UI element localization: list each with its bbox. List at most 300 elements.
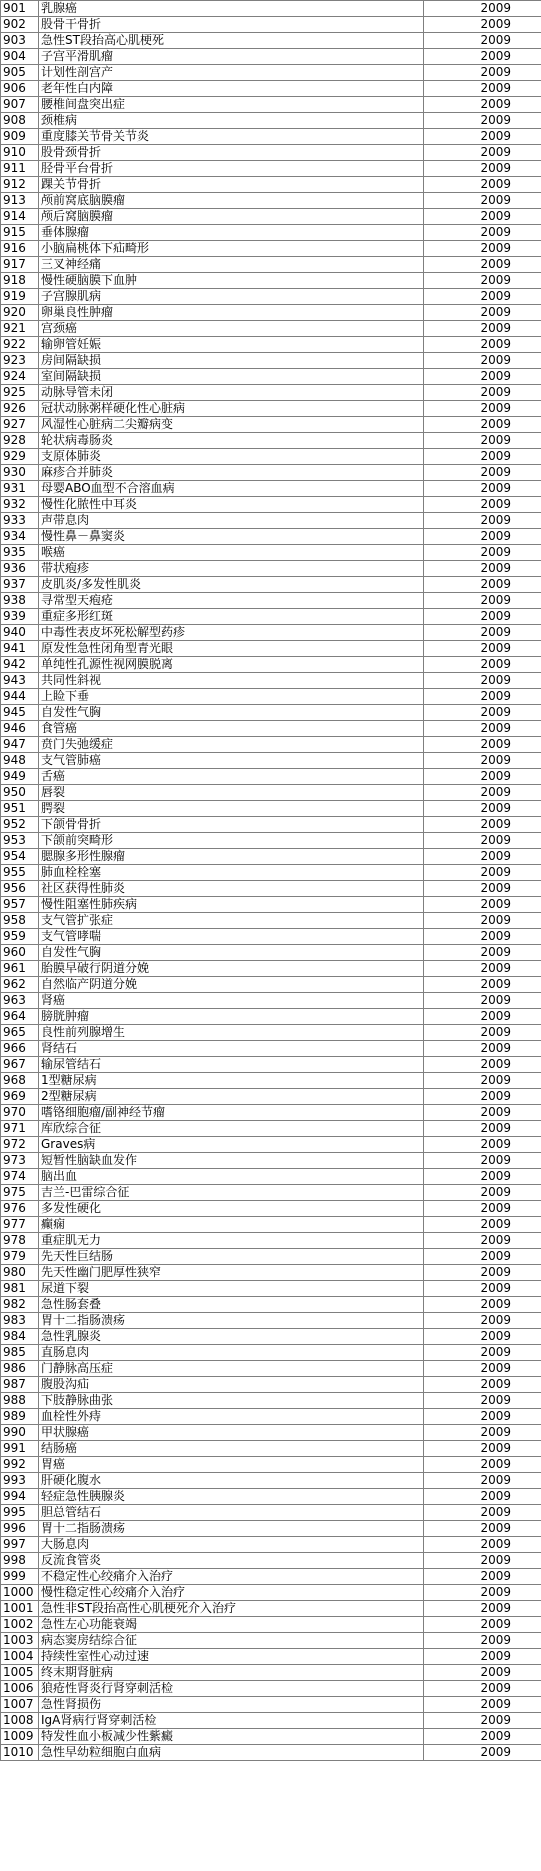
- disease-name-cell[interactable]: 胃十二指肠溃疡: [39, 1521, 424, 1537]
- year-cell[interactable]: 2009: [424, 1425, 541, 1441]
- disease-name-cell[interactable]: 血栓性外痔: [39, 1409, 424, 1425]
- disease-name-cell[interactable]: 先天性幽门肥厚性狭窄: [39, 1265, 424, 1281]
- disease-name-cell[interactable]: 社区获得性肺炎: [39, 881, 424, 897]
- row-number-cell[interactable]: 929: [1, 449, 39, 465]
- year-cell[interactable]: 2009: [424, 289, 541, 305]
- year-cell[interactable]: 2009: [424, 1089, 541, 1105]
- year-cell[interactable]: 2009: [424, 113, 541, 129]
- year-cell[interactable]: 2009: [424, 689, 541, 705]
- disease-name-cell[interactable]: 1型糖尿病: [39, 1073, 424, 1089]
- year-cell[interactable]: 2009: [424, 1041, 541, 1057]
- row-number-cell[interactable]: 1000: [1, 1585, 39, 1601]
- row-number-cell[interactable]: 992: [1, 1457, 39, 1473]
- row-number-cell[interactable]: 907: [1, 97, 39, 113]
- year-cell[interactable]: 2009: [424, 81, 541, 97]
- disease-name-cell[interactable]: 声带息肉: [39, 513, 424, 529]
- year-cell[interactable]: 2009: [424, 1105, 541, 1121]
- row-number-cell[interactable]: 956: [1, 881, 39, 897]
- year-cell[interactable]: 2009: [424, 177, 541, 193]
- disease-name-cell[interactable]: 库欣综合征: [39, 1121, 424, 1137]
- year-cell[interactable]: 2009: [424, 273, 541, 289]
- year-cell[interactable]: 2009: [424, 481, 541, 497]
- row-number-cell[interactable]: 1003: [1, 1633, 39, 1649]
- row-number-cell[interactable]: 1004: [1, 1649, 39, 1665]
- disease-name-cell[interactable]: 结肠癌: [39, 1441, 424, 1457]
- disease-name-cell[interactable]: 腹股沟疝: [39, 1377, 424, 1393]
- row-number-cell[interactable]: 932: [1, 497, 39, 513]
- row-number-cell[interactable]: 938: [1, 593, 39, 609]
- year-cell[interactable]: 2009: [424, 705, 541, 721]
- disease-name-cell[interactable]: 三叉神经痛: [39, 257, 424, 273]
- year-cell[interactable]: 2009: [424, 1601, 541, 1617]
- year-cell[interactable]: 2009: [424, 993, 541, 1009]
- disease-name-cell[interactable]: 股骨颈骨折: [39, 145, 424, 161]
- disease-name-cell[interactable]: 共同性斜视: [39, 673, 424, 689]
- year-cell[interactable]: 2009: [424, 1201, 541, 1217]
- disease-name-cell[interactable]: 急性肾损伤: [39, 1697, 424, 1713]
- row-number-cell[interactable]: 1005: [1, 1665, 39, 1681]
- row-number-cell[interactable]: 926: [1, 401, 39, 417]
- row-number-cell[interactable]: 953: [1, 833, 39, 849]
- row-number-cell[interactable]: 921: [1, 321, 39, 337]
- row-number-cell[interactable]: 937: [1, 577, 39, 593]
- disease-name-cell[interactable]: 癫痫: [39, 1217, 424, 1233]
- disease-name-cell[interactable]: 慢性稳定性心绞痛介入治疗: [39, 1585, 424, 1601]
- disease-name-cell[interactable]: 下颌骨骨折: [39, 817, 424, 833]
- year-cell[interactable]: 2009: [424, 609, 541, 625]
- row-number-cell[interactable]: 911: [1, 161, 39, 177]
- row-number-cell[interactable]: 995: [1, 1505, 39, 1521]
- year-cell[interactable]: 2009: [424, 785, 541, 801]
- year-cell[interactable]: 2009: [424, 1489, 541, 1505]
- year-cell[interactable]: 2009: [424, 49, 541, 65]
- row-number-cell[interactable]: 954: [1, 849, 39, 865]
- row-number-cell[interactable]: 941: [1, 641, 39, 657]
- row-number-cell[interactable]: 919: [1, 289, 39, 305]
- row-number-cell[interactable]: 945: [1, 705, 39, 721]
- disease-name-cell[interactable]: 胎膜早破行阴道分娩: [39, 961, 424, 977]
- disease-name-cell[interactable]: 冠状动脉粥样硬化性心脏病: [39, 401, 424, 417]
- row-number-cell[interactable]: 920: [1, 305, 39, 321]
- row-number-cell[interactable]: 948: [1, 753, 39, 769]
- year-cell[interactable]: 2009: [424, 1185, 541, 1201]
- year-cell[interactable]: 2009: [424, 737, 541, 753]
- row-number-cell[interactable]: 928: [1, 433, 39, 449]
- disease-name-cell[interactable]: 腭裂: [39, 801, 424, 817]
- disease-name-cell[interactable]: 慢性阻塞性肺疾病: [39, 897, 424, 913]
- disease-name-cell[interactable]: 重度膝关节骨关节炎: [39, 129, 424, 145]
- row-number-cell[interactable]: 970: [1, 1105, 39, 1121]
- disease-name-cell[interactable]: 肺血栓栓塞: [39, 865, 424, 881]
- year-cell[interactable]: 2009: [424, 1553, 541, 1569]
- row-number-cell[interactable]: 914: [1, 209, 39, 225]
- row-number-cell[interactable]: 923: [1, 353, 39, 369]
- year-cell[interactable]: 2009: [424, 1057, 541, 1073]
- disease-name-cell[interactable]: 胆总管结石: [39, 1505, 424, 1521]
- year-cell[interactable]: 2009: [424, 1409, 541, 1425]
- row-number-cell[interactable]: 910: [1, 145, 39, 161]
- year-cell[interactable]: 2009: [424, 721, 541, 737]
- row-number-cell[interactable]: 1008: [1, 1713, 39, 1729]
- row-number-cell[interactable]: 968: [1, 1073, 39, 1089]
- year-cell[interactable]: 2009: [424, 529, 541, 545]
- disease-name-cell[interactable]: 急性ST段抬高心肌梗死: [39, 33, 424, 49]
- row-number-cell[interactable]: 915: [1, 225, 39, 241]
- disease-name-cell[interactable]: 股骨干骨折: [39, 17, 424, 33]
- year-cell[interactable]: 2009: [424, 673, 541, 689]
- row-number-cell[interactable]: 960: [1, 945, 39, 961]
- disease-name-cell[interactable]: 轻症急性胰腺炎: [39, 1489, 424, 1505]
- disease-name-cell[interactable]: 持续性室性心动过速: [39, 1649, 424, 1665]
- year-cell[interactable]: 2009: [424, 897, 541, 913]
- disease-name-cell[interactable]: 下肢静脉曲张: [39, 1393, 424, 1409]
- year-cell[interactable]: 2009: [424, 385, 541, 401]
- year-cell[interactable]: 2009: [424, 241, 541, 257]
- disease-name-cell[interactable]: 多发性硬化: [39, 1201, 424, 1217]
- disease-name-cell[interactable]: 原发性急性闭角型青光眼: [39, 641, 424, 657]
- year-cell[interactable]: 2009: [424, 1233, 541, 1249]
- disease-name-cell[interactable]: 支气管肺癌: [39, 753, 424, 769]
- disease-name-cell[interactable]: 轮状病毒肠炎: [39, 433, 424, 449]
- year-cell[interactable]: 2009: [424, 1009, 541, 1025]
- row-number-cell[interactable]: 918: [1, 273, 39, 289]
- row-number-cell[interactable]: 951: [1, 801, 39, 817]
- disease-name-cell[interactable]: 卵巢良性肿瘤: [39, 305, 424, 321]
- year-cell[interactable]: 2009: [424, 1649, 541, 1665]
- row-number-cell[interactable]: 936: [1, 561, 39, 577]
- row-number-cell[interactable]: 905: [1, 65, 39, 81]
- disease-name-cell[interactable]: 胫骨平台骨折: [39, 161, 424, 177]
- disease-name-cell[interactable]: 慢性硬脑膜下血肿: [39, 273, 424, 289]
- row-number-cell[interactable]: 984: [1, 1329, 39, 1345]
- disease-name-cell[interactable]: 特发性血小板减少性紫癜: [39, 1729, 424, 1745]
- row-number-cell[interactable]: 996: [1, 1521, 39, 1537]
- year-cell[interactable]: 2009: [424, 849, 541, 865]
- disease-name-cell[interactable]: 甲状腺癌: [39, 1425, 424, 1441]
- disease-name-cell[interactable]: 腮腺多形性腺瘤: [39, 849, 424, 865]
- disease-name-cell[interactable]: 输尿管结石: [39, 1057, 424, 1073]
- row-number-cell[interactable]: 983: [1, 1313, 39, 1329]
- disease-name-cell[interactable]: 支气管扩张症: [39, 913, 424, 929]
- row-number-cell[interactable]: 991: [1, 1441, 39, 1457]
- year-cell[interactable]: 2009: [424, 129, 541, 145]
- row-number-cell[interactable]: 982: [1, 1297, 39, 1313]
- row-number-cell[interactable]: 967: [1, 1057, 39, 1073]
- row-number-cell[interactable]: 957: [1, 897, 39, 913]
- disease-name-cell[interactable]: 良性前列腺增生: [39, 1025, 424, 1041]
- year-cell[interactable]: 2009: [424, 1313, 541, 1329]
- disease-name-cell[interactable]: 大肠息肉: [39, 1537, 424, 1553]
- row-number-cell[interactable]: 906: [1, 81, 39, 97]
- row-number-cell[interactable]: 989: [1, 1409, 39, 1425]
- row-number-cell[interactable]: 1006: [1, 1681, 39, 1697]
- disease-name-cell[interactable]: 脑出血: [39, 1169, 424, 1185]
- disease-name-cell[interactable]: 肝硬化腹水: [39, 1473, 424, 1489]
- disease-name-cell[interactable]: 先天性巨结肠: [39, 1249, 424, 1265]
- row-number-cell[interactable]: 977: [1, 1217, 39, 1233]
- year-cell[interactable]: 2009: [424, 1137, 541, 1153]
- disease-name-cell[interactable]: 胃癌: [39, 1457, 424, 1473]
- row-number-cell[interactable]: 955: [1, 865, 39, 881]
- year-cell[interactable]: 2009: [424, 465, 541, 481]
- disease-name-cell[interactable]: 乳腺癌: [39, 1, 424, 17]
- disease-name-cell[interactable]: 小脑扁桃体下疝畸形: [39, 241, 424, 257]
- row-number-cell[interactable]: 998: [1, 1553, 39, 1569]
- disease-name-cell[interactable]: 急性早幼粒细胞白血病: [39, 1745, 424, 1761]
- disease-name-cell[interactable]: 吉兰-巴雷综合征: [39, 1185, 424, 1201]
- row-number-cell[interactable]: 980: [1, 1265, 39, 1281]
- year-cell[interactable]: 2009: [424, 593, 541, 609]
- row-number-cell[interactable]: 916: [1, 241, 39, 257]
- row-number-cell[interactable]: 958: [1, 913, 39, 929]
- year-cell[interactable]: 2009: [424, 209, 541, 225]
- year-cell[interactable]: 2009: [424, 1377, 541, 1393]
- row-number-cell[interactable]: 997: [1, 1537, 39, 1553]
- year-cell[interactable]: 2009: [424, 1729, 541, 1745]
- row-number-cell[interactable]: 966: [1, 1041, 39, 1057]
- year-cell[interactable]: 2009: [424, 1297, 541, 1313]
- row-number-cell[interactable]: 988: [1, 1393, 39, 1409]
- disease-name-cell[interactable]: 终末期肾脏病: [39, 1665, 424, 1681]
- row-number-cell[interactable]: 969: [1, 1089, 39, 1105]
- disease-name-cell[interactable]: 胃十二指肠溃疡: [39, 1313, 424, 1329]
- disease-name-cell[interactable]: 老年性白内障: [39, 81, 424, 97]
- disease-name-cell[interactable]: 母婴ABO血型不合溶血病: [39, 481, 424, 497]
- year-cell[interactable]: 2009: [424, 817, 541, 833]
- row-number-cell[interactable]: 976: [1, 1201, 39, 1217]
- row-number-cell[interactable]: 961: [1, 961, 39, 977]
- disease-name-cell[interactable]: 中毒性表皮坏死松解型药疹: [39, 625, 424, 641]
- disease-name-cell[interactable]: 急性非ST段抬高性心肌梗死介入治疗: [39, 1601, 424, 1617]
- year-cell[interactable]: 2009: [424, 193, 541, 209]
- row-number-cell[interactable]: 959: [1, 929, 39, 945]
- row-number-cell[interactable]: 947: [1, 737, 39, 753]
- disease-name-cell[interactable]: Graves病: [39, 1137, 424, 1153]
- year-cell[interactable]: 2009: [424, 577, 541, 593]
- row-number-cell[interactable]: 943: [1, 673, 39, 689]
- year-cell[interactable]: 2009: [424, 945, 541, 961]
- disease-name-cell[interactable]: 踝关节骨折: [39, 177, 424, 193]
- disease-name-cell[interactable]: 自然临产阴道分娩: [39, 977, 424, 993]
- disease-name-cell[interactable]: 不稳定性心绞痛介入治疗: [39, 1569, 424, 1585]
- year-cell[interactable]: 2009: [424, 801, 541, 817]
- row-number-cell[interactable]: 925: [1, 385, 39, 401]
- row-number-cell[interactable]: 999: [1, 1569, 39, 1585]
- year-cell[interactable]: 2009: [424, 833, 541, 849]
- row-number-cell[interactable]: 978: [1, 1233, 39, 1249]
- disease-name-cell[interactable]: 自发性气胸: [39, 705, 424, 721]
- row-number-cell[interactable]: 922: [1, 337, 39, 353]
- row-number-cell[interactable]: 902: [1, 17, 39, 33]
- year-cell[interactable]: 2009: [424, 1153, 541, 1169]
- row-number-cell[interactable]: 975: [1, 1185, 39, 1201]
- year-cell[interactable]: 2009: [424, 753, 541, 769]
- row-number-cell[interactable]: 942: [1, 657, 39, 673]
- year-cell[interactable]: 2009: [424, 977, 541, 993]
- row-number-cell[interactable]: 940: [1, 625, 39, 641]
- year-cell[interactable]: 2009: [424, 1665, 541, 1681]
- year-cell[interactable]: 2009: [424, 1121, 541, 1137]
- row-number-cell[interactable]: 901: [1, 1, 39, 17]
- row-number-cell[interactable]: 1007: [1, 1697, 39, 1713]
- year-cell[interactable]: 2009: [424, 1361, 541, 1377]
- year-cell[interactable]: 2009: [424, 1265, 541, 1281]
- row-number-cell[interactable]: 987: [1, 1377, 39, 1393]
- disease-name-cell[interactable]: 动脉导管未闭: [39, 385, 424, 401]
- row-number-cell[interactable]: 904: [1, 49, 39, 65]
- row-number-cell[interactable]: 909: [1, 129, 39, 145]
- row-number-cell[interactable]: 952: [1, 817, 39, 833]
- disease-name-cell[interactable]: 直肠息肉: [39, 1345, 424, 1361]
- disease-name-cell[interactable]: 狼疮性肾炎行肾穿刺活检: [39, 1681, 424, 1697]
- year-cell[interactable]: 2009: [424, 225, 541, 241]
- disease-name-cell[interactable]: 急性左心功能衰竭: [39, 1617, 424, 1633]
- year-cell[interactable]: 2009: [424, 561, 541, 577]
- row-number-cell[interactable]: 927: [1, 417, 39, 433]
- year-cell[interactable]: 2009: [424, 641, 541, 657]
- year-cell[interactable]: 2009: [424, 1745, 541, 1761]
- year-cell[interactable]: 2009: [424, 1569, 541, 1585]
- year-cell[interactable]: 2009: [424, 145, 541, 161]
- year-cell[interactable]: 2009: [424, 1521, 541, 1537]
- year-cell[interactable]: 2009: [424, 1505, 541, 1521]
- disease-name-cell[interactable]: 舌癌: [39, 769, 424, 785]
- disease-name-cell[interactable]: 麻疹合并肺炎: [39, 465, 424, 481]
- year-cell[interactable]: 2009: [424, 961, 541, 977]
- year-cell[interactable]: 2009: [424, 1633, 541, 1649]
- disease-name-cell[interactable]: 尿道下裂: [39, 1281, 424, 1297]
- row-number-cell[interactable]: 913: [1, 193, 39, 209]
- year-cell[interactable]: 2009: [424, 65, 541, 81]
- year-cell[interactable]: 2009: [424, 305, 541, 321]
- row-number-cell[interactable]: 933: [1, 513, 39, 529]
- row-number-cell[interactable]: 962: [1, 977, 39, 993]
- disease-name-cell[interactable]: 病态窦房结综合征: [39, 1633, 424, 1649]
- disease-name-cell[interactable]: 2型糖尿病: [39, 1089, 424, 1105]
- row-number-cell[interactable]: 979: [1, 1249, 39, 1265]
- disease-name-cell[interactable]: 颅后窝脑膜瘤: [39, 209, 424, 225]
- year-cell[interactable]: 2009: [424, 1473, 541, 1489]
- year-cell[interactable]: 2009: [424, 1617, 541, 1633]
- disease-name-cell[interactable]: 慢性化脓性中耳炎: [39, 497, 424, 513]
- year-cell[interactable]: 2009: [424, 1697, 541, 1713]
- year-cell[interactable]: 2009: [424, 1537, 541, 1553]
- row-number-cell[interactable]: 986: [1, 1361, 39, 1377]
- disease-name-cell[interactable]: 短暂性脑缺血发作: [39, 1153, 424, 1169]
- row-number-cell[interactable]: 981: [1, 1281, 39, 1297]
- year-cell[interactable]: 2009: [424, 33, 541, 49]
- disease-name-cell[interactable]: 下颌前突畸形: [39, 833, 424, 849]
- disease-name-cell[interactable]: 嗜铬细胞瘤/副神经节瘤: [39, 1105, 424, 1121]
- row-number-cell[interactable]: 946: [1, 721, 39, 737]
- year-cell[interactable]: 2009: [424, 1281, 541, 1297]
- row-number-cell[interactable]: 972: [1, 1137, 39, 1153]
- year-cell[interactable]: 2009: [424, 1073, 541, 1089]
- row-number-cell[interactable]: 971: [1, 1121, 39, 1137]
- year-cell[interactable]: 2009: [424, 1169, 541, 1185]
- disease-name-cell[interactable]: 子宫腺肌病: [39, 289, 424, 305]
- row-number-cell[interactable]: 935: [1, 545, 39, 561]
- row-number-cell[interactable]: 917: [1, 257, 39, 273]
- year-cell[interactable]: 2009: [424, 929, 541, 945]
- year-cell[interactable]: 2009: [424, 337, 541, 353]
- year-cell[interactable]: 2009: [424, 1457, 541, 1473]
- row-number-cell[interactable]: 993: [1, 1473, 39, 1489]
- year-cell[interactable]: 2009: [424, 449, 541, 465]
- disease-name-cell[interactable]: 急性肠套叠: [39, 1297, 424, 1313]
- year-cell[interactable]: 2009: [424, 1441, 541, 1457]
- disease-name-cell[interactable]: 皮肌炎/多发性肌炎: [39, 577, 424, 593]
- disease-name-cell[interactable]: 重症肌无力: [39, 1233, 424, 1249]
- row-number-cell[interactable]: 931: [1, 481, 39, 497]
- disease-name-cell[interactable]: 反流食管炎: [39, 1553, 424, 1569]
- disease-name-cell[interactable]: IgA肾病行肾穿刺活检: [39, 1713, 424, 1729]
- disease-name-cell[interactable]: 慢性鼻－鼻窦炎: [39, 529, 424, 545]
- row-number-cell[interactable]: 965: [1, 1025, 39, 1041]
- year-cell[interactable]: 2009: [424, 513, 541, 529]
- disease-name-cell[interactable]: 上睑下垂: [39, 689, 424, 705]
- year-cell[interactable]: 2009: [424, 1249, 541, 1265]
- disease-name-cell[interactable]: 室间隔缺损: [39, 369, 424, 385]
- row-number-cell[interactable]: 964: [1, 1009, 39, 1025]
- year-cell[interactable]: 2009: [424, 1, 541, 17]
- row-number-cell[interactable]: 912: [1, 177, 39, 193]
- year-cell[interactable]: 2009: [424, 657, 541, 673]
- row-number-cell[interactable]: 934: [1, 529, 39, 545]
- disease-name-cell[interactable]: 贲门失弛缓症: [39, 737, 424, 753]
- row-number-cell[interactable]: 949: [1, 769, 39, 785]
- year-cell[interactable]: 2009: [424, 401, 541, 417]
- disease-name-cell[interactable]: 带状疱疹: [39, 561, 424, 577]
- disease-name-cell[interactable]: 食管癌: [39, 721, 424, 737]
- disease-name-cell[interactable]: 颅前窝底脑膜瘤: [39, 193, 424, 209]
- year-cell[interactable]: 2009: [424, 1681, 541, 1697]
- disease-name-cell[interactable]: 肾癌: [39, 993, 424, 1009]
- year-cell[interactable]: 2009: [424, 433, 541, 449]
- year-cell[interactable]: 2009: [424, 257, 541, 273]
- row-number-cell[interactable]: 1001: [1, 1601, 39, 1617]
- row-number-cell[interactable]: 1002: [1, 1617, 39, 1633]
- row-number-cell[interactable]: 903: [1, 33, 39, 49]
- row-number-cell[interactable]: 985: [1, 1345, 39, 1361]
- disease-name-cell[interactable]: 急性乳腺炎: [39, 1329, 424, 1345]
- year-cell[interactable]: 2009: [424, 1585, 541, 1601]
- disease-name-cell[interactable]: 单纯性孔源性视网膜脱离: [39, 657, 424, 673]
- disease-name-cell[interactable]: 肾结石: [39, 1041, 424, 1057]
- row-number-cell[interactable]: 908: [1, 113, 39, 129]
- year-cell[interactable]: 2009: [424, 1217, 541, 1233]
- year-cell[interactable]: 2009: [424, 1329, 541, 1345]
- year-cell[interactable]: 2009: [424, 1393, 541, 1409]
- year-cell[interactable]: 2009: [424, 353, 541, 369]
- row-number-cell[interactable]: 973: [1, 1153, 39, 1169]
- year-cell[interactable]: 2009: [424, 97, 541, 113]
- disease-name-cell[interactable]: 支气管哮喘: [39, 929, 424, 945]
- year-cell[interactable]: 2009: [424, 497, 541, 513]
- row-number-cell[interactable]: 1010: [1, 1745, 39, 1761]
- year-cell[interactable]: 2009: [424, 881, 541, 897]
- disease-name-cell[interactable]: 唇裂: [39, 785, 424, 801]
- disease-name-cell[interactable]: 自发性气胸: [39, 945, 424, 961]
- year-cell[interactable]: 2009: [424, 321, 541, 337]
- year-cell[interactable]: 2009: [424, 161, 541, 177]
- year-cell[interactable]: 2009: [424, 769, 541, 785]
- year-cell[interactable]: 2009: [424, 369, 541, 385]
- year-cell[interactable]: 2009: [424, 1713, 541, 1729]
- disease-name-cell[interactable]: 腰椎间盘突出症: [39, 97, 424, 113]
- year-cell[interactable]: 2009: [424, 1345, 541, 1361]
- row-number-cell[interactable]: 930: [1, 465, 39, 481]
